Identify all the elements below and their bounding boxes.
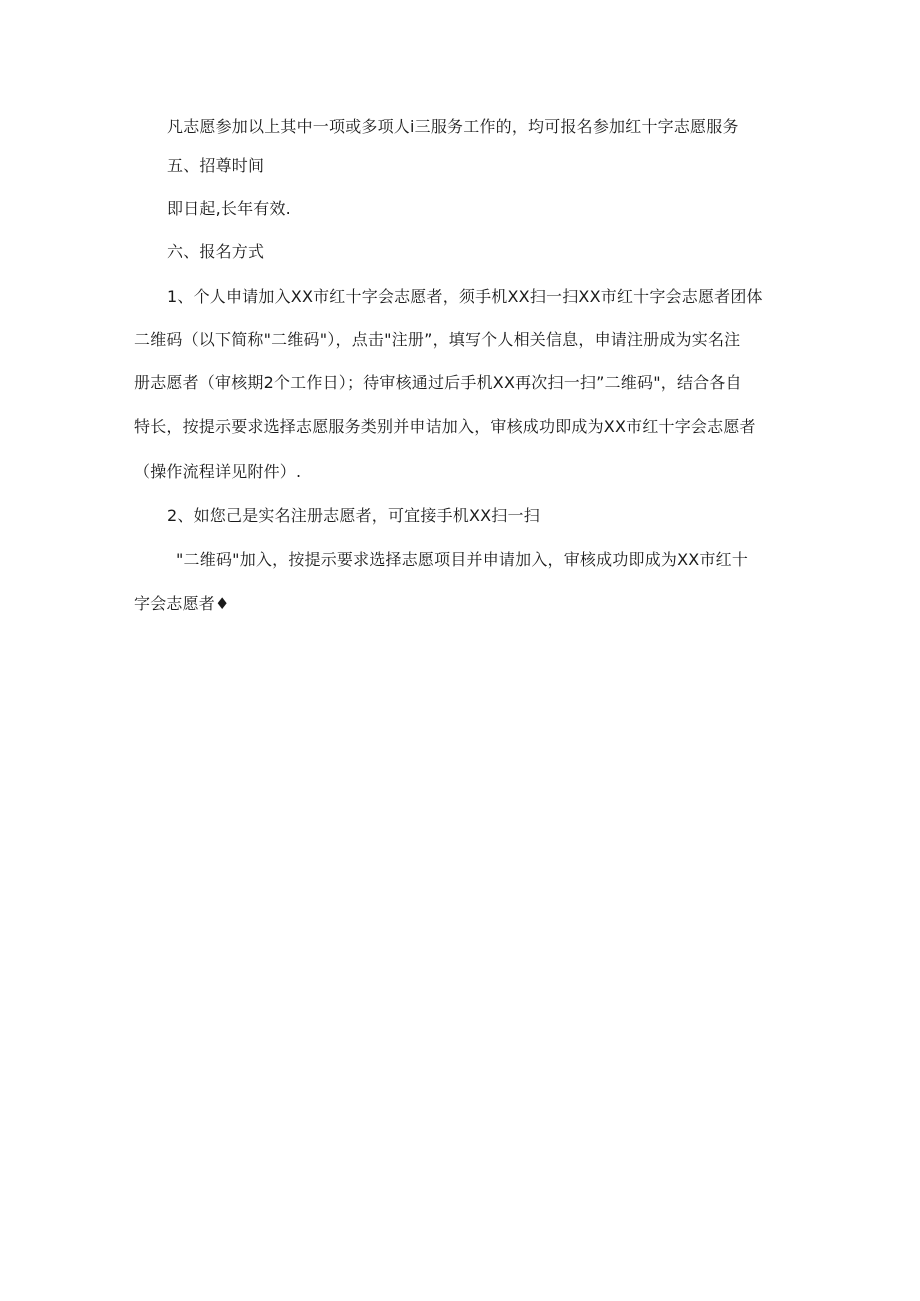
text-line-method-2-c: 字会志愿者♦ <box>134 594 230 613</box>
text-line-method-1-a: 1、个人申请加入XX市红十字会志愿者，须手机XX扫一扫XX市红十字会志愿者团体 <box>167 287 763 306</box>
text-line-method-2-b: "二维码"加入，按提示要求选择志愿项目并申请加入，审核成功即成为XX市红十 <box>176 550 749 569</box>
text-line-method-1-e: （操作流程详见附件）. <box>134 462 302 481</box>
heading-recruitment-time: 五、招尊时间 <box>167 156 265 175</box>
text-line-method-1-b: 二维码（以下简称"二维码"），点击"注册”，填写个人相关信息，申请注册成为实名注 <box>134 330 741 349</box>
text-line-volunteer-eligibility: 凡志愿参加以上其中一项或多项人i三服务工作的，均可报名参加红十字志愿服务 <box>167 117 739 136</box>
heading-registration-method: 六、报名方式 <box>167 242 265 261</box>
text-line-method-1-c: 册志愿者（审核期2个工作日）；待审核通过后手机XX再次扫一扫”二维码"，结合各自 <box>134 373 742 392</box>
text-line-method-2-a: 2、如您己是实名注册志愿者，可宜接手机XX扫一扫 <box>167 506 540 525</box>
text-line-effective-period: 即日起,长年有效. <box>167 199 291 218</box>
text-line-method-1-d: 特长，按提示要求选择志愿服务类别并申诘加入，审核成功即成为XX市红十字会志愿者 <box>134 417 756 436</box>
